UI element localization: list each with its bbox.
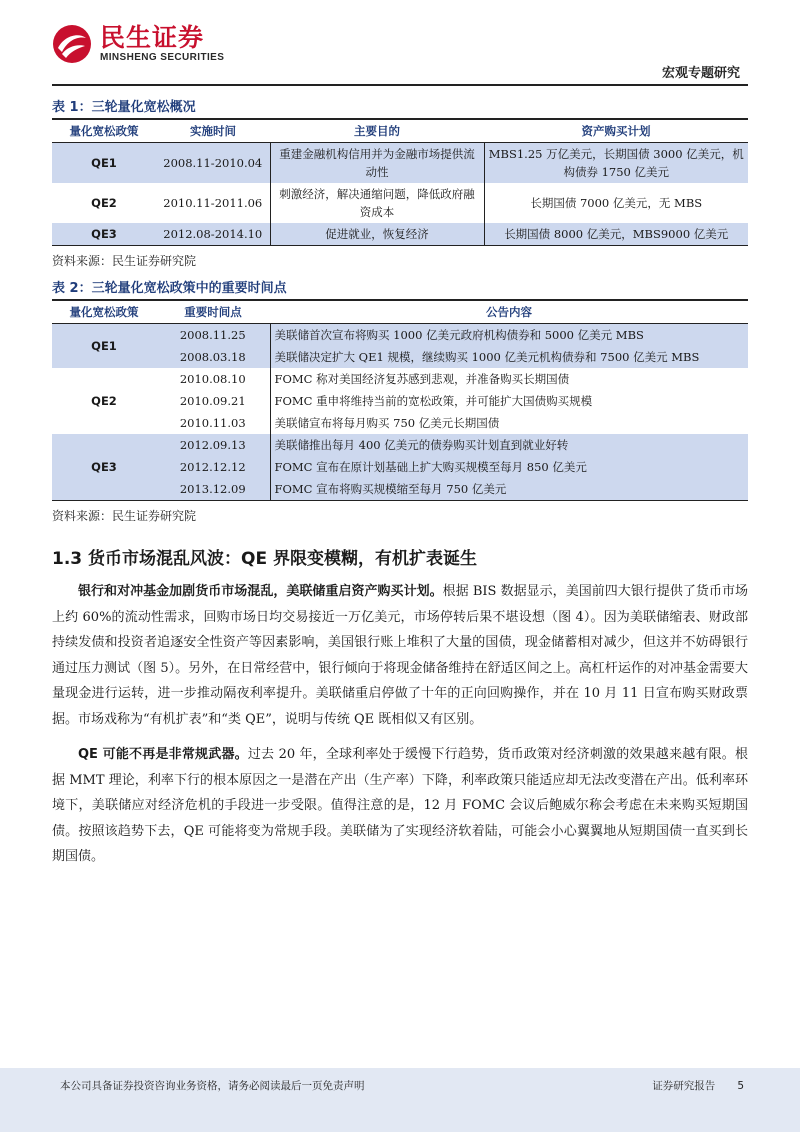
table2-title: 表 2：三轮量化宽松政策中的重要时间点	[52, 281, 287, 296]
main-content	[52, 92, 748, 880]
table1-source: 资料来源：民生证券研究院	[52, 254, 197, 268]
table2-content: FOMC 重申将维持当前的宽松政策，并可能扩大国债购买规模	[270, 390, 748, 412]
table2-date: 2012.09.13	[156, 434, 270, 456]
page-footer	[0, 1068, 800, 1132]
page-header	[0, 0, 800, 85]
table2-date: 2010.11.03	[179, 416, 246, 430]
table-row	[52, 390, 748, 412]
table2-header-policy: 量化宽松政策	[52, 300, 156, 324]
table-row	[52, 143, 748, 184]
table2	[52, 299, 748, 501]
table1-plan: 长期国债 7000 亿美元，无 MBS	[484, 183, 748, 223]
table1-time: 2008.11-2010.04	[156, 143, 270, 184]
table-row	[52, 412, 748, 434]
header-divider	[52, 84, 748, 86]
table1-header-plan: 资产购买计划	[484, 119, 748, 143]
paragraph-2-text: 过去 20 年，全球利率处于缓慢下行趋势，货币政策对经济刺激的效果越来越有限。根据 MMT 理论，利率下行的根本原因之一是潜在产出（生产率）下降，利率政策只能适应却无法改变潜在产出。低利率环境下，美联储应对经济危机的手段进一步受限。值得注意的是，12 月 FOMC 会议后鲍威尔称会考虑在未来购买短期国债。按照该趋势下去，QE 可能将变为常规手段。美联储为了实现经济软着陆，可能会小心翼翼地从短期国债一直买到长期国债。	[52, 747, 748, 864]
table1-plan: 长期国债 8000 亿美元，MBS9000 亿美元	[484, 223, 748, 246]
company-logo	[52, 24, 224, 64]
table2-content: 美联储推出每月 400 亿美元的债券购买计划直到就业好转	[270, 434, 748, 456]
table1	[52, 118, 748, 246]
table-row	[52, 223, 748, 246]
table1-purpose: 刺激经济，解决通缩问题，降低政府融资成本	[270, 183, 484, 223]
table2-date: 2013.12.09	[156, 478, 270, 501]
report-type: 宏观专题研究	[661, 66, 740, 81]
table1-qe: QE3	[52, 223, 156, 246]
footer-disclaimer: 本公司具备证券投资咨询业务资格，请务必阅读最后一页免责声明	[60, 1080, 365, 1092]
table2-date: 2010.09.21	[179, 394, 246, 408]
table-row	[52, 368, 748, 390]
footer-right	[652, 1078, 744, 1093]
table2-content: FOMC 宣布在原计划基础上扩大购买规模至每月 850 亿美元	[270, 456, 748, 478]
table2-content: 美联储首次宣布将购买 1000 亿美元政府机构债券和 5000 亿美元 MBS	[270, 324, 748, 347]
table2-source: 资料来源：民生证券研究院	[52, 509, 197, 523]
table-row	[52, 183, 748, 223]
table1-title: 表 1：三轮量化宽松概况	[52, 100, 196, 115]
paragraph-2-lead: QE 可能不再是非常规武器。	[78, 747, 248, 762]
table-row	[52, 456, 748, 478]
table2-date: 2008.03.18	[156, 346, 270, 368]
paragraph-1-lead: 银行和对冲基金加剧货币市场混乱，美联储重启资产购买计划。	[78, 584, 443, 599]
table2-content: FOMC 称对美国经济复苏感到悲观，并准备购买长期国债	[270, 368, 748, 390]
section-title: 1.3 货币市场混乱风波：QE 界限变模糊，有机扩表诞生	[52, 549, 478, 569]
table-row	[52, 478, 748, 501]
page-number: 5	[737, 1080, 744, 1092]
table1-header-purpose: 主要目的	[270, 119, 484, 143]
table2-header-date: 重要时间点	[156, 300, 270, 324]
table1-qe: QE1	[52, 143, 156, 184]
table-row	[52, 324, 748, 347]
table1-header-time: 实施时间	[156, 119, 270, 143]
table2-date: 2012.12.12	[156, 456, 270, 478]
table1-qe: QE2	[91, 196, 117, 210]
table2-content: 美联储决定扩大 QE1 规模，继续购买 1000 亿美元机构债券和 7500 亿美元 MBS	[270, 346, 748, 368]
footer-report-label: 证券研究报告	[652, 1080, 716, 1092]
table2-content: FOMC 宣布将购买规模缩至每月 750 亿美元	[270, 478, 748, 501]
table-row	[52, 346, 748, 368]
table2-date: 2008.11.25	[156, 324, 270, 347]
table-row	[52, 434, 748, 456]
table1-time: 2012.08-2014.10	[156, 223, 270, 246]
paragraph-1	[52, 579, 748, 732]
table1-purpose: 促进就业，恢复经济	[270, 223, 484, 246]
table2-qe: QE2	[91, 394, 117, 408]
table2-header-content: 公告内容	[270, 300, 748, 324]
table2-date: 2010.08.10	[179, 372, 246, 386]
paragraph-1-text: 根据 BIS 数据显示，美国前四大银行提供了货币市场上约 60%的流动性需求，回购市场日均交易接近一万亿美元，市场停转后果不堪设想（图 4）。因为美联储缩表、财政部持续发债和投资者追逐安全性资产等因素影响，美国银行账上堆积了大量的国债，现金储蓄相对减少，但这并不妨碍银行通过压力测试（图 5）。另外，在日常经营中，银行倾向于将现金储备维持在舒适区间之上。高杠杆运作的对冲基金需要大量现金进行运转，进一步推动隔夜利率提升。美联储重启停做了十年的正向回购操作，并在 10 月 11 日宣布购买财政票据。市场戏称为“有机扩表”和“类 QE”，说明与传统 QE 既相似又有区别。	[52, 584, 748, 727]
table2-qe: QE3	[52, 434, 156, 501]
logo-emblem-icon	[52, 24, 92, 64]
paragraph-2	[52, 742, 748, 870]
logo-english-name: MINSHENG SECURITIES	[100, 52, 225, 63]
table1-header-policy: 量化宽松政策	[52, 119, 156, 143]
logo-chinese-name: 民生证券	[100, 23, 205, 52]
table1-time: 2010.11-2011.06	[163, 196, 263, 210]
table2-qe: QE1	[52, 324, 156, 369]
table2-content: 美联储宣布将每月购买 750 亿美元长期国债	[270, 412, 748, 434]
table1-purpose: 重建金融机构信用并为金融市场提供流动性	[270, 143, 484, 184]
table1-plan: MBS1.25 万亿美元，长期国债 3000 亿美元，机构债券 1750 亿美元	[484, 143, 748, 184]
